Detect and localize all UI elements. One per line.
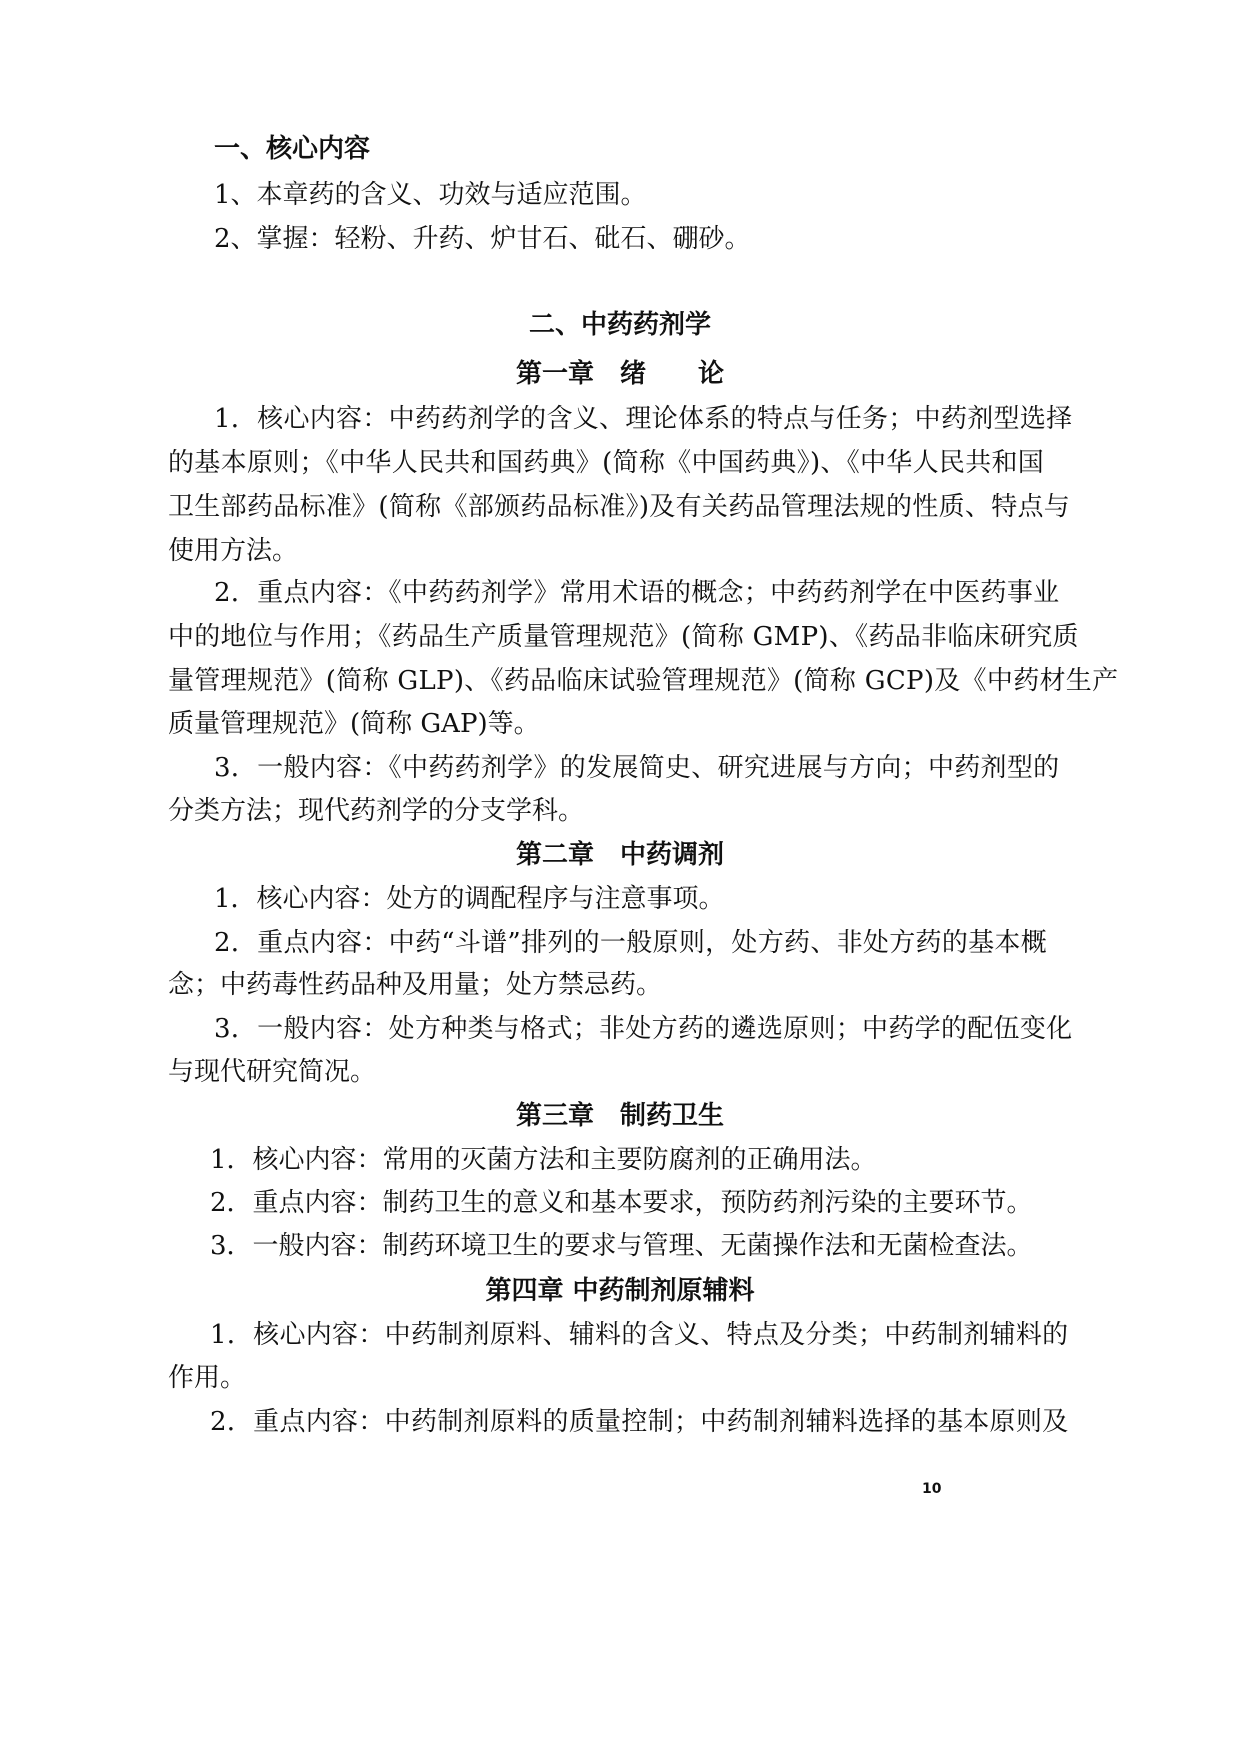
paragraph-line: 3．一般内容：《中药药剂学》的发展简史、研究进展与方向；中药剂型的 (214, 753, 1060, 783)
paragraph-line: 2．重点内容：《中药药剂学》常用术语的概念；中药药剂学在中医药事业 (214, 578, 1060, 608)
paragraph-line: 中的地位与作用；《药品生产质量管理规范》(简称 GMP)、《药品非临床研究质 (168, 622, 1079, 652)
paragraph-line: 2．重点内容：中药“斗谱”排列的一般原则，处方药、非处方药的基本概 (214, 928, 1048, 958)
paragraph-line: 2．重点内容：制药卫生的意义和基本要求，预防药剂污染的主要环节。 (210, 1188, 1033, 1218)
paragraph-line: 3．一般内容：制药环境卫生的要求与管理、无菌操作法和无菌检查法。 (210, 1231, 1033, 1261)
paragraph-line: 1．核心内容：中药制剂原料、辅料的含义、特点及分类；中药制剂辅料的 (210, 1320, 1069, 1350)
paragraph-line: 1．核心内容：中药药剂学的含义、理论体系的特点与任务；中药剂型选择 (214, 404, 1073, 434)
list-item: 1、本章药的含义、功效与适应范围。 (214, 180, 647, 210)
paragraph-line: 1．核心内容：处方的调配程序与注意事项。 (214, 884, 725, 914)
paragraph-line: 3．一般内容：处方种类与格式；非处方药的遴选原则；中药学的配伍变化 (214, 1014, 1073, 1044)
paragraph-line: 的基本原则；《中华人民共和国药典》(简称《中国药典》)、《中华人民共和国 (168, 448, 1045, 478)
paragraph-line: 作用。 (168, 1363, 247, 1393)
section-heading: 一、核心内容 (214, 134, 371, 164)
paragraph-line: 质量管理规范》(简称 GAP)等。 (168, 709, 540, 739)
list-item: 2、掌握：轻粉、升药、炉甘石、砒石、硼砂。 (214, 224, 751, 254)
page-number: 10 (922, 1481, 942, 1497)
paragraph-line: 2．重点内容：中药制剂原料的质量控制；中药制剂辅料选择的基本原则及 (210, 1407, 1069, 1437)
chapter-title: 第二章 中药调剂 (515, 840, 724, 870)
chapter-title: 第一章 绪 论 (515, 359, 724, 389)
paragraph-line: 分类方法；现代药剂学的分支学科。 (168, 796, 585, 826)
chapter-title: 第三章 制药卫生 (515, 1101, 724, 1131)
paragraph-line: 卫生部药品标准》(简称《部颁药品标准》)及有关药品管理法规的性质、特点与 (168, 492, 1071, 522)
paragraph-line: 使用方法。 (168, 536, 299, 566)
paragraph-line: 与现代研究简况。 (168, 1057, 377, 1087)
paragraph-line: 1．核心内容：常用的灭菌方法和主要防腐剂的正确用法。 (210, 1145, 877, 1175)
section-title: 二、中药药剂学 (528, 310, 711, 340)
paragraph-line: 念；中药毒性药品种及用量；处方禁忌药。 (168, 970, 663, 1000)
paragraph-line: 量管理规范》(简称 GLP)、《药品临床试验管理规范》(简称 GCP)及《中药材生产 (168, 666, 1119, 696)
chapter-title: 第四章 中药制剂原辅料 (485, 1276, 755, 1306)
